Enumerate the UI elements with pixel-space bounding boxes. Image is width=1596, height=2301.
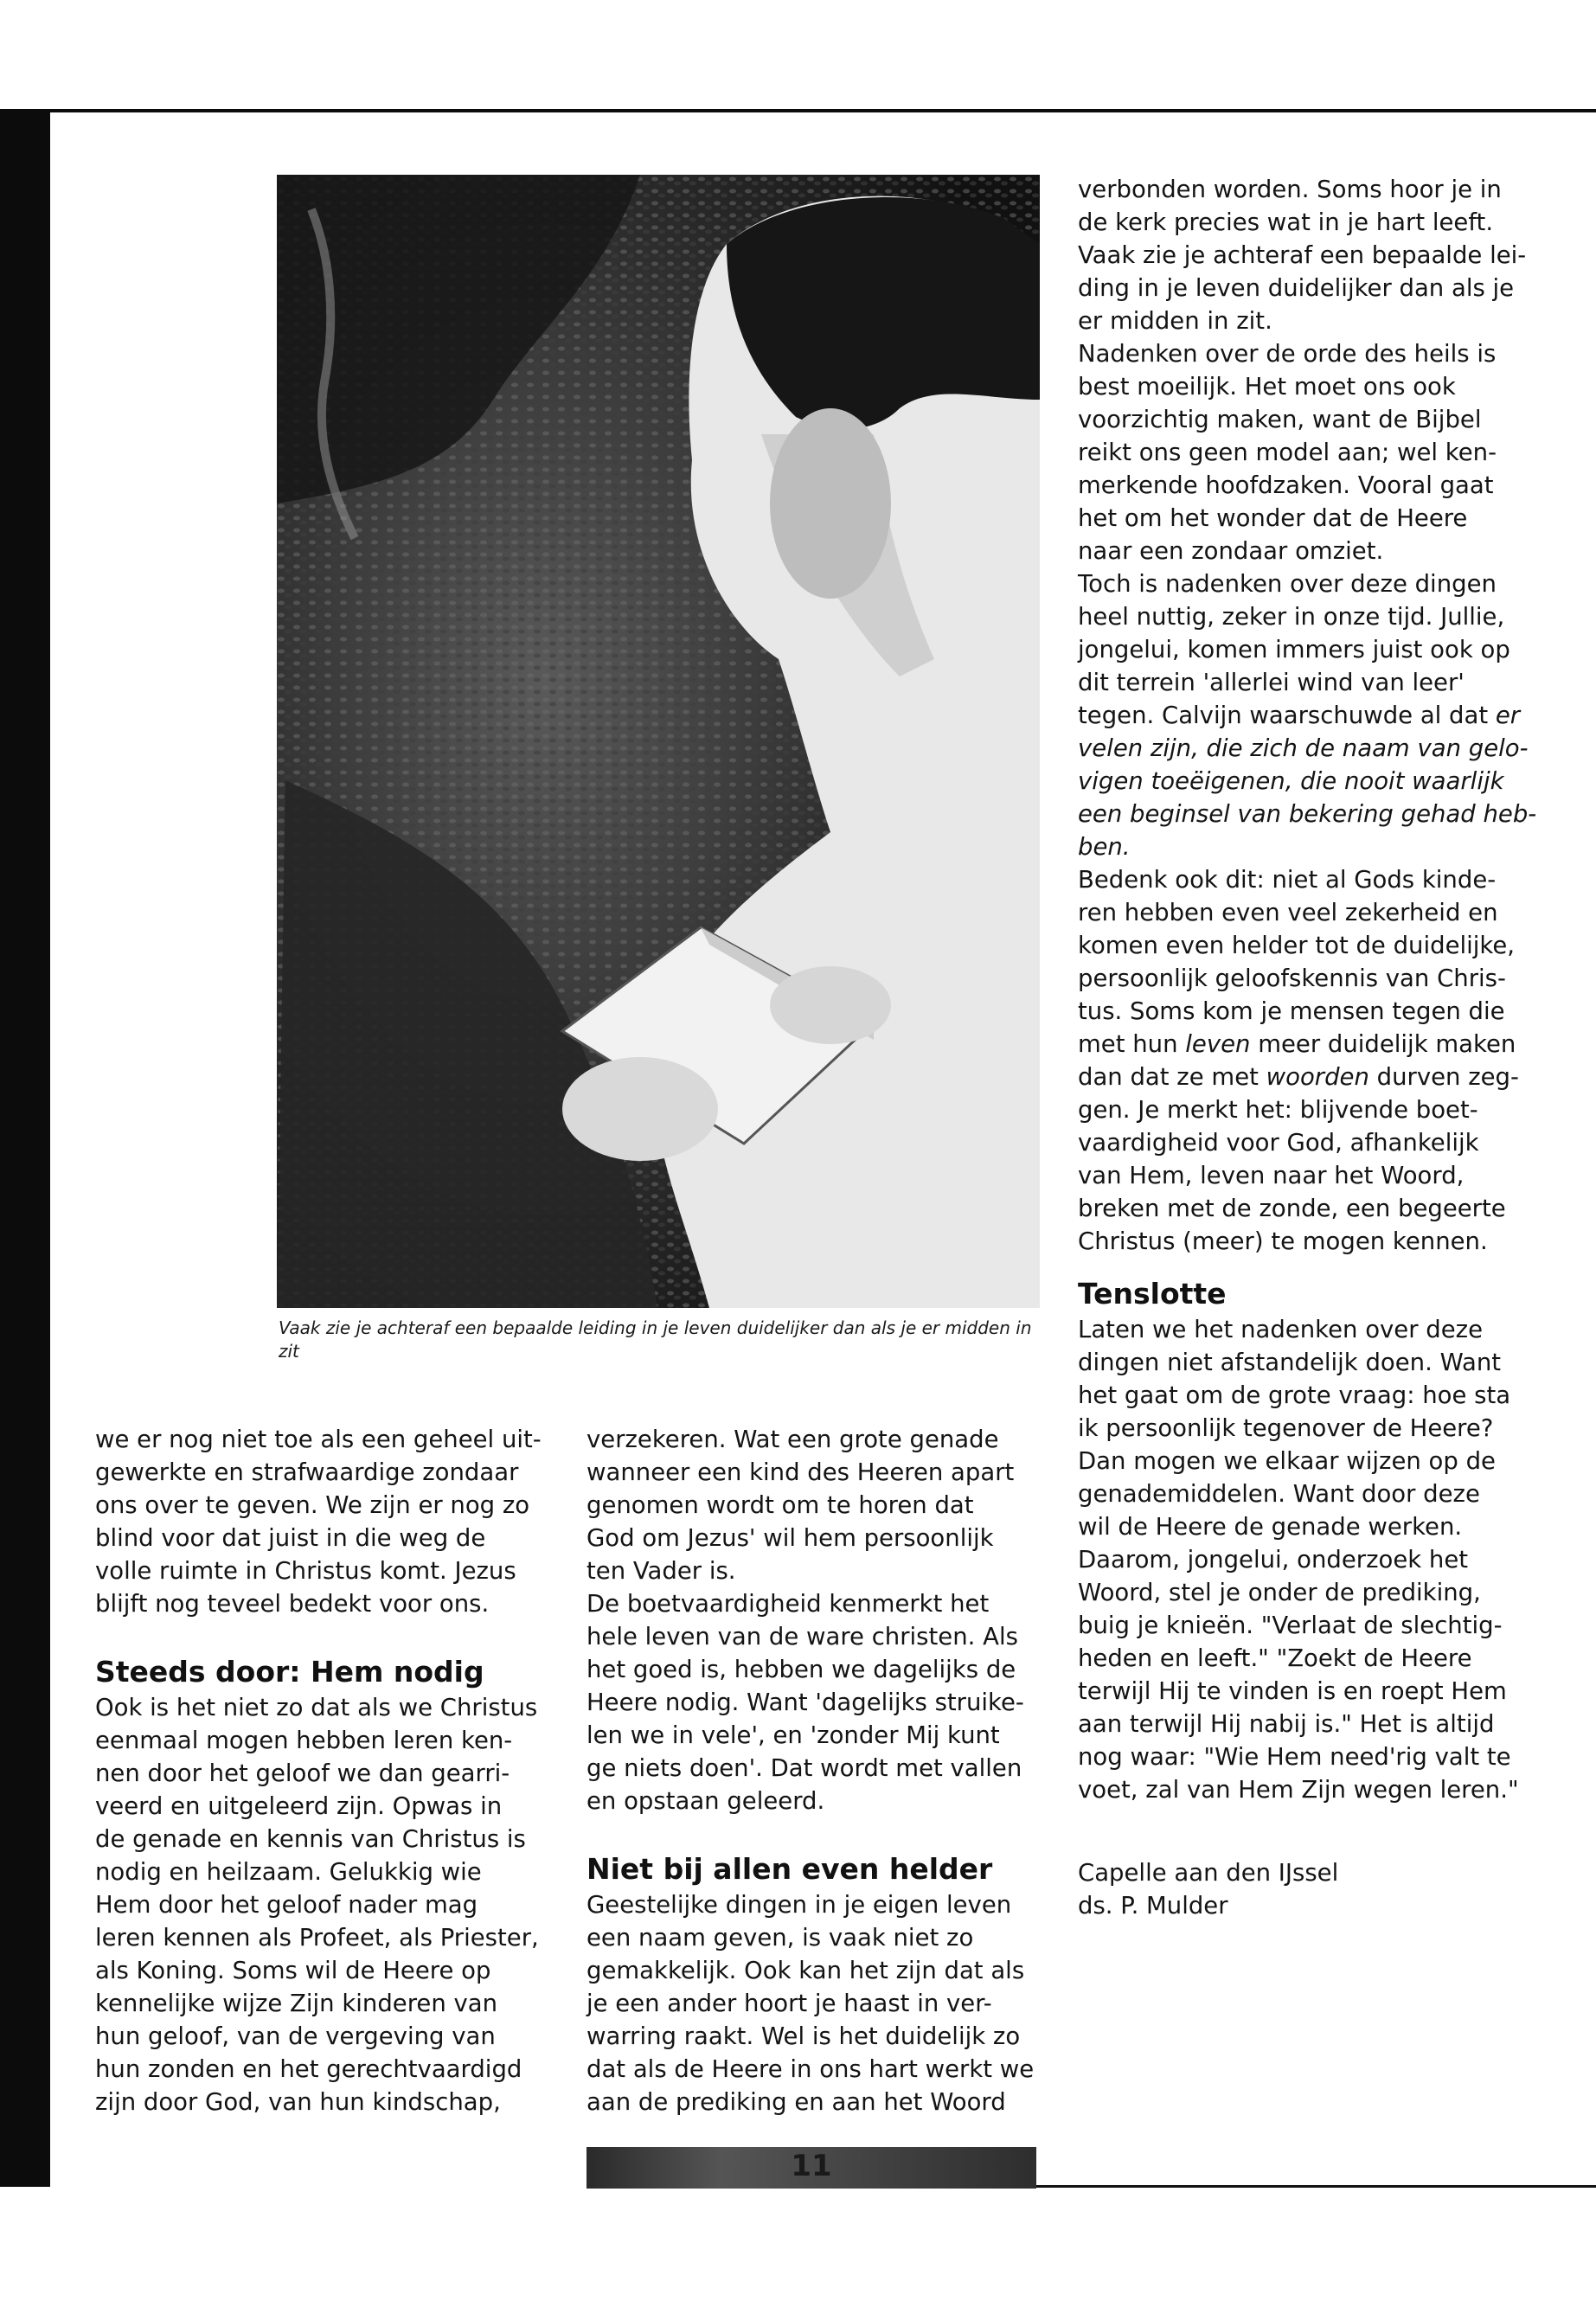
footer-bar — [586, 2147, 1036, 2189]
paragraph: Nadenken over de orde des heils is best moeilijk. Het moet ons ook voorzichtig maken, want de Bijbel reikt ons geen model aan; wel ken- merkende hoofdzaken. Vooral gaat het om het wonder dat de Heere naar een zondaar omziet. — [1078, 340, 1497, 565]
article-column-right — [1078, 173, 1545, 1922]
emphasis-woorden: woorden — [1266, 1063, 1369, 1091]
article-column-left — [95, 1423, 562, 2118]
section-heading: Niet bij allen even helder — [586, 1852, 993, 1886]
article-column-middle — [586, 1423, 1045, 2118]
paragraph: Laten we het nadenken over deze dingen niet afstandelijk doen. Want het gaat om de grote vraag: hoe sta ik persoonlijk tegenover de Heere? Dan mogen we elkaar wijzen op de genademiddelen. Want door deze wil de Heere de genade werken. Daarom, jongelui, onderzoek het Woord, stel je onder de prediking, buig je knieën. "Verlaat de slechtig- heden en leeft." "Zoekt de Heere terwijl Hij te vinden is en roept Hem aan terwijl Hij nabij is." Het is altijd nog waar: "Wie Hem need'rig valt te voet, zal van Hem Zijn wegen leren." — [1078, 1316, 1519, 1804]
page-number: 11 — [791, 2149, 832, 2183]
emphasis-leven: leven — [1185, 1030, 1251, 1058]
paragraph: Ook is het niet zo dat als we Christus eenmaal mogen hebben leren ken- nen door het geloof we dan gearri- veerd en uitgeleerd zijn. Opwas in de genade en kennis van Christus is nodig en heilzaam. Gelukkig wie Hem door het geloof nader mag leren kennen als Profeet, als Priester, als Koning. Soms wil de Heere op kennelijke wijze Zijn kinderen van hun geloof, van de vergeving van hun zonden en het gerechtvaardigd zijn door God, van hun kindschap, — [95, 1694, 539, 2116]
author-place: Capelle aan den IJssel — [1078, 1859, 1339, 1887]
photo-caption: Vaak zie je achteraf een bepaalde leiding in je leven duidelijker dan als je er midden in zit — [279, 1317, 1032, 1362]
paragraph — [1078, 863, 1545, 1258]
section-heading: Steeds door: Hem nodig — [95, 1655, 484, 1689]
scan-edge-top — [0, 109, 1596, 112]
paragraph-text: Toch is nadenken over deze dingen heel nuttig, zeker in onze tijd. Jullie, jongelui, komen immers juist ook op dit terrein 'allerlei wind van leer' tegen. Calvijn waarschuwde al dat — [1078, 570, 1510, 729]
section-heading: Tenslotte — [1078, 1277, 1227, 1311]
author-name: ds. P. Mulder — [1078, 1892, 1228, 1920]
footer-rule — [1036, 2185, 1596, 2188]
paragraph: Geestelijke dingen in je eigen leven een naam geven, is vaak niet zo gemakkelijk. Ook kan het zijn dat als je een ander hoort je haast in ver- warring raakt. Wel is het duidelijk zo dat als de Heere in ons hart werkt we aan de prediking en aan het Woord — [586, 1891, 1035, 2116]
scan-margin-bottom — [0, 2187, 1596, 2301]
photo-young-man-reading — [277, 175, 1040, 1308]
paragraph-text: meer duidelijk maken dan dat ze met — [1078, 1030, 1516, 1091]
paragraph: De boetvaardigheid kenmerkt het hele leven van de ware christen. Als het goed is, hebben we dagelijks de Heere nodig. Want 'dagelijks struike- len we in vele', en 'zonder Mij kunt ge niets doen'. Dat wordt met vallen en opstaan geleerd. — [586, 1590, 1024, 1815]
paragraph: verzekeren. Wat een grote genade wanneer een kind des Heeren apart genomen wordt om te horen dat God om Jezus' wil hem persoonlijk ten Vader is. — [586, 1426, 1015, 1585]
scan-margin-top — [0, 0, 1596, 111]
paragraph-text: durven zeg- gen. Je merkt het: blijvende boet- vaardigheid voor God, afhankelijk van Hem, leven naar het Woord, breken met de zonde, een begeerte Christus (meer) te mogen kennen. — [1078, 1063, 1519, 1255]
paragraph-text: Bedenk ook dit: niet al Gods kinde- ren hebben even veel zekerheid en komen even helder tot de duidelijke, persoonlijk geloofskennis van Chris- tus. Soms kom je mensen tegen die met hun — [1078, 866, 1516, 1058]
article-photo — [277, 175, 1040, 1308]
scan-edge-left — [0, 111, 50, 2187]
paragraph — [1078, 567, 1545, 863]
calvin-quote: er velen zijn, die zich de naam van gelo- vigen toeëigenen, die nooit waarlijk een beginsel van bekering gehad heb- ben. — [1078, 702, 1537, 861]
paragraph: verbonden worden. Soms hoor je in de kerk precies wat in je hart leeft. Vaak zie je achteraf een bepaalde lei- ding in je leven duidelijker dan als je er midden in zit. — [1078, 176, 1527, 335]
paragraph: we er nog niet toe als een geheel uit- gewerkte en strafwaardige zondaar ons over te geven. We zijn er nog zo blind voor dat juist in die weg de volle ruimte in Christus komt. Jezus blijft nog teveel bedekt voor ons. — [95, 1426, 542, 1618]
